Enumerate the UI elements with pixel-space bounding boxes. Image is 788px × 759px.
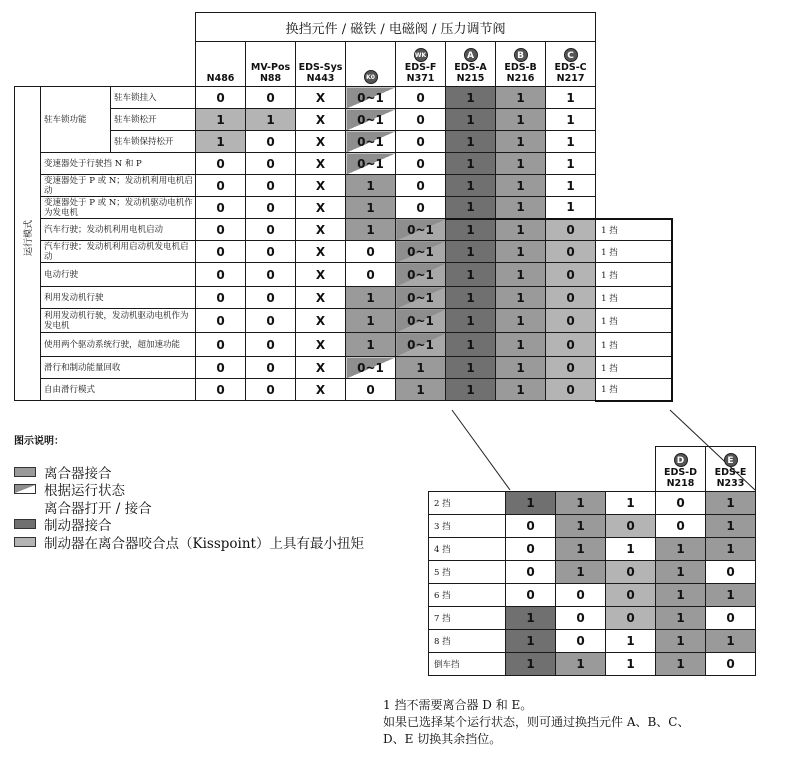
gear-cell-value: 1 [556,653,606,676]
cell-value: X [296,175,346,197]
cell-value: 1 [446,379,496,401]
element-circle-icon: C [564,48,578,62]
gear-cell-value: 1 [656,607,706,630]
cell-value: X [296,87,346,109]
cell-value: 0~1 [346,153,396,175]
gear-cell-value: 1 [656,538,706,561]
cell-value: 1 [446,357,496,379]
gear-cell-value: 1 [556,538,606,561]
gear-cell-value: 1 [656,653,706,676]
legend-title: 图示说明： [14,436,64,447]
note-line-2: 如果已选择某个运行状态，则可通过换挡元件 A、B、C、 [383,715,690,729]
cell-value: 0 [546,379,596,401]
cell-value: 1 [496,287,546,309]
cell-value: 0 [246,175,296,197]
element-circle-icon: A [464,48,478,62]
cell-value: 0 [246,219,296,241]
cell-value: 1 [496,131,546,153]
cell-value: 0 [196,287,246,309]
cell-value: 1 [446,309,496,333]
gear-row-label: 5 挡 [429,561,506,584]
row-label: 自由滑行模式 [41,379,196,401]
cell-value: 0 [246,333,296,357]
column-l2: N218 [666,478,695,489]
element-circle-icon: B [514,48,528,62]
note-line-3: D、E 切换其余挡位。 [383,732,502,746]
cell-value: 1 [196,109,246,131]
cell-value: X [296,219,346,241]
gear-cell-value: 1 [606,538,656,561]
cell-value: 0 [396,131,446,153]
column-l1: EDS-A [454,62,487,73]
gear-row [429,653,756,676]
cell-value: 1 [446,287,496,309]
row-label: 利用发动机行驶 [41,287,196,309]
gear-cell-value: 0 [556,584,606,607]
cell-value: 0~1 [396,263,446,287]
row-label: 驻车锁保持松开 [111,131,196,153]
gear-cell-value: 1 [556,561,606,584]
cell-value: 1 [496,309,546,333]
gear-row [429,607,756,630]
gear-cell-value: 1 [706,630,756,653]
row-label: 变速器处于行驶挡 N 和 P [41,153,196,175]
gear-label: 1 挡 [596,309,672,333]
gear-label: 1 挡 [596,333,672,357]
gear-row [429,538,756,561]
column-l2: N486 [206,73,235,84]
cell-value: 1 [496,153,546,175]
gear-cell-value: 0 [706,653,756,676]
cell-value: 0~1 [396,219,446,241]
cell-value: 0 [196,153,246,175]
column-l1: EDS-Sys [298,62,343,73]
gear-label: 1 挡 [596,357,672,379]
cell-value: 0 [396,175,446,197]
cell-value: 1 [246,109,296,131]
cell-value: 0 [346,241,396,263]
cell-value: 1 [446,109,496,131]
gear-cell-value: 0 [706,561,756,584]
gear-row-label: 2 挡 [429,492,506,515]
gear-column-header-1 [706,447,756,492]
cell-value: 0 [546,309,596,333]
cell-value: 0 [246,241,296,263]
gear-row [429,515,756,538]
column-l1: EDS-E [714,467,747,478]
element-circle-icon: E [724,453,738,467]
gear-blank-head [429,447,656,492]
column-l2: N217 [556,73,585,84]
cell-value: 1 [496,357,546,379]
cell-value: 1 [446,87,496,109]
gear-label: 1 挡 [596,263,672,287]
cell-value: 0 [196,379,246,401]
cell-value: X [296,263,346,287]
cell-value: 1 [346,287,396,309]
cell-value: X [296,153,346,175]
legend-item [14,514,112,534]
gear-cell-value: 1 [506,630,556,653]
column-l2: N215 [456,73,485,84]
element-circle-icon: K0 [364,70,378,84]
cell-value: 1 [546,175,596,197]
cell-value: 0 [246,287,296,309]
cell-value: 1 [346,175,396,197]
cell-value: 0 [396,109,446,131]
gear-label: 1 挡 [596,219,672,241]
gear-cell-value: 0 [606,561,656,584]
cell-value: 1 [446,175,496,197]
row-label: 驻车锁松开 [111,109,196,131]
cell-value: 1 [496,197,546,219]
cell-value: 1 [396,357,446,379]
cell-value: 1 [196,131,246,153]
cell-value: 0 [246,357,296,379]
cell-value: 0 [546,219,596,241]
gear-cell-value: 0 [606,584,656,607]
cell-value: 0~1 [396,241,446,263]
cell-value: 0 [346,263,396,287]
gear-cell-value: 0 [706,607,756,630]
cell-value: 1 [346,333,396,357]
cell-value: 0 [396,197,446,219]
cell-value: 1 [546,197,596,219]
row-label: 使用两个驱动系统行驶，超加速功能 [41,333,196,357]
cell-value: 0 [196,333,246,357]
gear-label: 1 挡 [596,241,672,263]
column-l2: N443 [306,73,335,84]
cell-value: 0 [196,175,246,197]
cell-value: 1 [446,197,496,219]
element-circle-icon: D [674,453,688,467]
gear-cell-value: 1 [506,607,556,630]
cell-value: 1 [496,175,546,197]
column-l1: MV-Pos [250,62,291,73]
legend-text: 根据运行状态 [44,483,125,499]
cell-value: 0 [246,379,296,401]
gear-cell-value: 1 [706,492,756,515]
cell-value: 0 [546,287,596,309]
note-line-1: 1 挡不需要离合器 D 和 E。 [383,698,533,712]
cell-value: 1 [346,309,396,333]
legend-item [14,479,125,499]
cell-value: 1 [496,241,546,263]
column-l2: N88 [259,73,282,84]
gear-cell-value: 0 [606,515,656,538]
cell-value: 0 [546,241,596,263]
cell-value: 0 [546,357,596,379]
cell-value: 0 [546,263,596,287]
cell-value: 0 [196,241,246,263]
cell-value: 0 [246,131,296,153]
cell-value: 1 [346,219,396,241]
cell-value: 0 [246,153,296,175]
table-header-title: 换挡元件 / 磁铁 / 电磁阀 / 压力调节阀 [196,13,596,42]
gear-cell-value: 1 [506,653,556,676]
cell-value: X [296,241,346,263]
cell-value: 1 [496,333,546,357]
cell-value: 0 [196,263,246,287]
gear-row-label: 7 挡 [429,607,506,630]
gear-row [429,584,756,607]
legend-swatch-icon [14,519,36,529]
cell-value: 1 [546,131,596,153]
row-label: 汽车行驶；发动机利用电机启动 [41,219,196,241]
gear-cell-value: 0 [656,515,706,538]
column-l1: EDS-F [404,62,437,73]
column-l2: N371 [406,73,435,84]
row-label: 变速器处于 P 或 N；发动机利用电机启动 [41,175,196,197]
cell-value: 0~1 [346,357,396,379]
cell-value: X [296,379,346,401]
row-label: 滑行和制动能量回收 [41,357,196,379]
cell-value: 0~1 [346,87,396,109]
legend-text: 离合器接合 [44,466,112,482]
gear-cell-value: 0 [556,607,606,630]
gear-cell-value: 0 [556,630,606,653]
gear-row [429,561,756,584]
gear-table [428,446,756,676]
cell-value: 1 [446,241,496,263]
legend-text: 制动器接合 [44,518,112,534]
cell-value: X [296,357,346,379]
cell-value: 0 [546,333,596,357]
legend-swatch-icon [14,537,36,547]
row-label: 电动行驶 [41,263,196,287]
gear-row-label: 6 挡 [429,584,506,607]
legend-swatch-icon [14,484,36,494]
gear-cell-value: 1 [606,653,656,676]
gear-cell-value: 1 [506,492,556,515]
gear-cell-value: 1 [706,538,756,561]
column-l1: EDS-D [663,467,698,478]
gear-cell-value: 0 [506,515,556,538]
cell-value: 0~1 [346,131,396,153]
cell-value: X [296,309,346,333]
cell-value: 0~1 [396,287,446,309]
row-label: 利用发动机行驶，发动机驱动电机作为发电机 [41,309,196,333]
gear-cell-value: 1 [556,492,606,515]
gear-cell-value: 1 [706,584,756,607]
cell-value: 0 [346,379,396,401]
legend-text: 制动器在离合器咬合点（Kisspoint）上具有最小扭矩 [44,536,364,552]
notes [383,697,783,748]
cell-value: 1 [446,333,496,357]
column-l2: N233 [716,478,745,489]
gear-row-label: 4 挡 [429,538,506,561]
cell-value: 1 [446,131,496,153]
cell-value: 0~1 [396,333,446,357]
row-label: 变速器处于 P 或 N；发动机驱动电机作为发电机 [41,197,196,219]
column-l1: EDS-C [554,62,587,73]
gear-cell-value: 0 [506,584,556,607]
cell-value: 0 [196,87,246,109]
cell-value: 0 [246,197,296,219]
gear-label: 1 挡 [596,287,672,309]
gear-cell-value: 0 [506,561,556,584]
gear-cell-value: 0 [606,607,656,630]
cell-value: 0 [196,309,246,333]
cell-value: 0 [196,357,246,379]
cell-value: 1 [546,109,596,131]
cell-value: X [296,333,346,357]
row-label: 驻车锁挂入 [111,87,196,109]
cell-value: 1 [446,219,496,241]
gear-label: 1 挡 [596,379,672,401]
gear-cell-value: 1 [706,515,756,538]
side-label: 运行模式 [24,219,34,256]
legend-swatch-icon [14,467,36,477]
gear-cell-value: 1 [556,515,606,538]
cell-value: 1 [546,153,596,175]
cell-value: 0 [396,153,446,175]
column-l1: EDS-B [504,62,537,73]
gear-cell-value: 1 [606,492,656,515]
gear-cell-value: 0 [656,492,706,515]
cell-value: X [296,197,346,219]
cell-value: 0 [196,219,246,241]
cell-value: 0 [246,87,296,109]
cell-value: X [296,287,346,309]
legend-item [14,532,364,552]
gear-cell-value: 1 [606,630,656,653]
row-label: 汽车行驶；发动机利用启动机发电机启动 [41,241,196,263]
column-l2: N216 [506,73,535,84]
gear-cell-value: 0 [506,538,556,561]
gear-row [429,630,756,653]
gear-cell-value: 1 [656,561,706,584]
gear-cell-value: 1 [656,630,706,653]
group-label: 驻车锁功能 [41,87,111,153]
cell-value: X [296,131,346,153]
cell-value: 1 [396,379,446,401]
element-circle-icon: WK [414,48,428,62]
cell-value: 0~1 [396,309,446,333]
cell-value: 1 [496,87,546,109]
gear-column-header-0 [656,447,706,492]
gear-row-label: 8 挡 [429,630,506,653]
cell-value: 1 [446,153,496,175]
cell-value: 1 [496,379,546,401]
cell-value: 1 [496,219,546,241]
gear-row [429,492,756,515]
gear-cell-value: 1 [656,584,706,607]
cell-value: 0 [246,309,296,333]
gear-row-label: 3 挡 [429,515,506,538]
cell-value: 1 [446,263,496,287]
cell-value: 0~1 [346,109,396,131]
gear-row-label: 倒车挡 [429,653,506,676]
cell-value: 0 [246,263,296,287]
cell-value: X [296,109,346,131]
cell-value: 1 [496,263,546,287]
cell-value: 1 [346,197,396,219]
cell-value: 0 [196,197,246,219]
legend-text: 离合器打开 / 接合 [44,501,152,517]
cell-value: 1 [496,109,546,131]
cell-value: 1 [546,87,596,109]
cell-value: 0 [396,87,446,109]
